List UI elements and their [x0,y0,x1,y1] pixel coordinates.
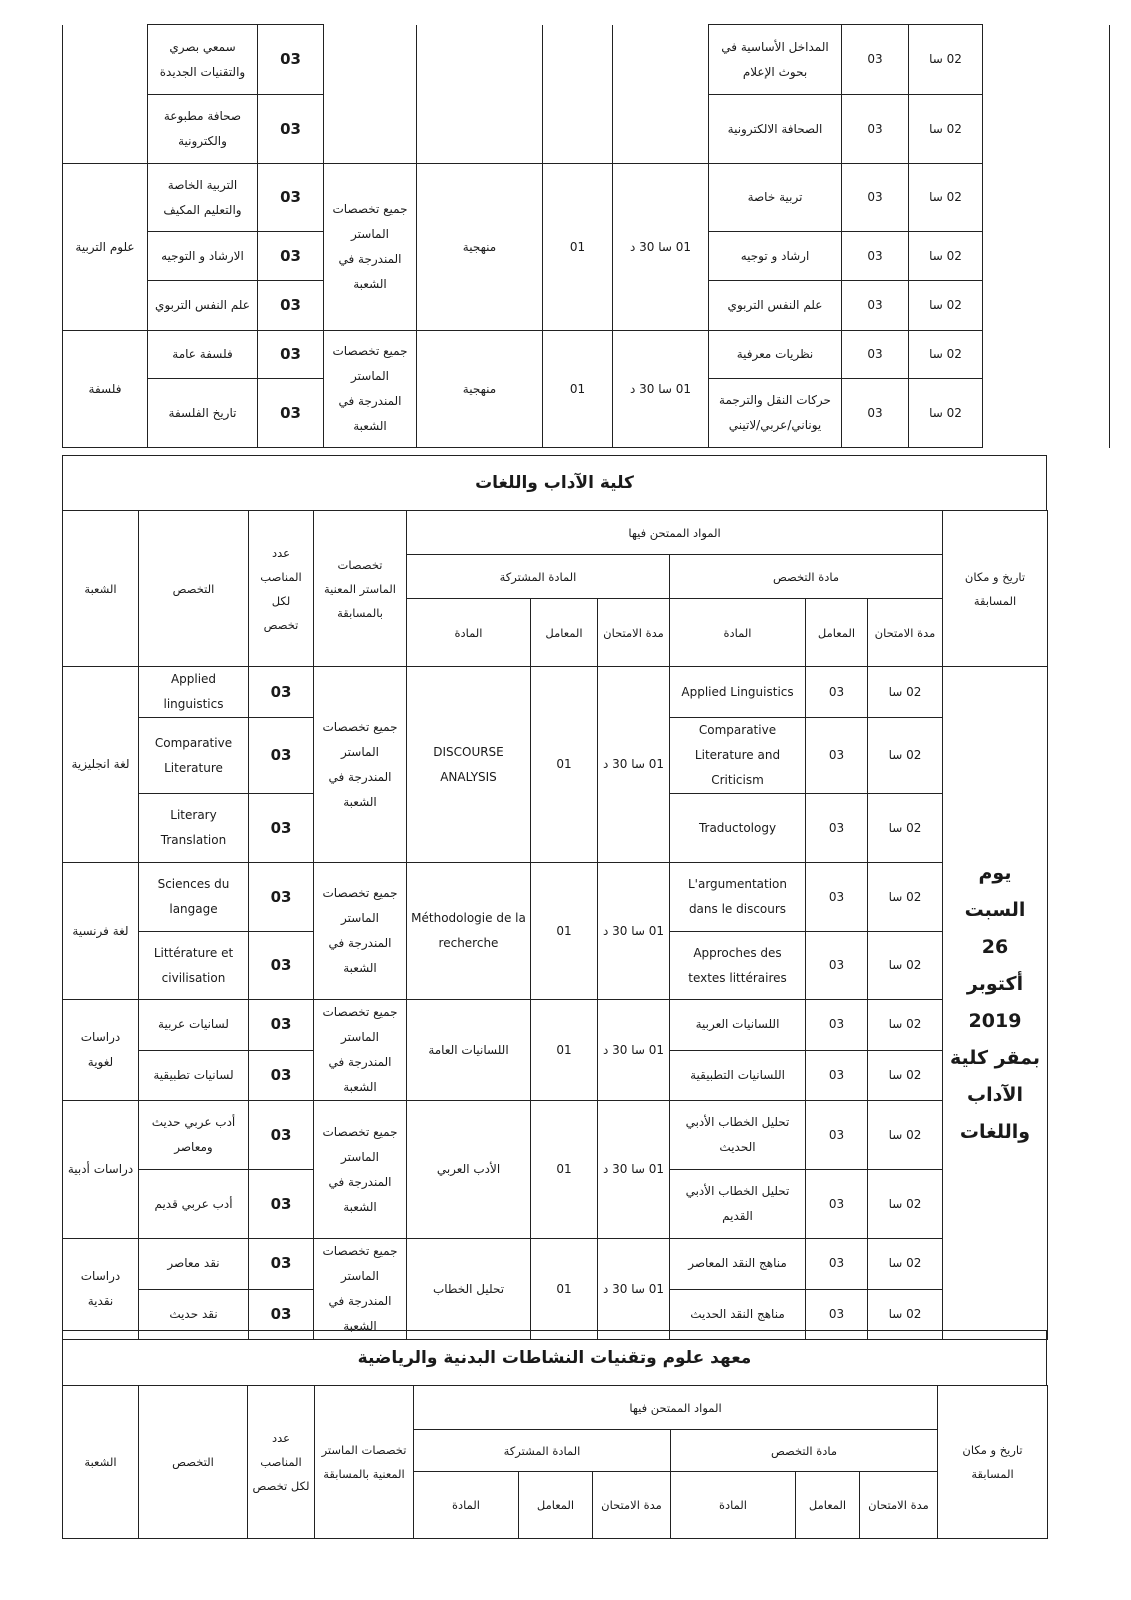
common-subject: الأدب العربي [407,1101,531,1239]
common-duration: 01 سا 30 د [598,667,670,863]
specialty: لسانيات تطبيقية [139,1050,249,1101]
posts-count: 03 [249,1050,314,1101]
specialty: التربية الخاصة والتعليم المكيف [148,164,258,232]
common-coef: 01 [531,1101,598,1239]
spec-coef: 03 [842,25,909,95]
branch-empty [63,25,148,164]
posts-count: 03 [249,1101,314,1170]
branch: دراسات نقدية [63,1239,139,1340]
spec-coef: 03 [842,379,909,448]
branch: لغة فرنسية [63,863,139,1000]
spec-subject: Applied Linguistics [670,667,806,718]
common-duration: 01 سا 30 د [598,863,670,1000]
spec-coef: 03 [806,863,868,932]
spec-duration: 02 سا [868,1170,943,1239]
header-branch: الشعبة [63,511,139,667]
spec-duration: 02 سا [868,1239,943,1290]
header-duration: مدة الامتحان [860,1472,938,1539]
spec-subject: اللسانيات التطبيقية [670,1050,806,1101]
spec-coef: 03 [806,932,868,1000]
posts-count: 03 [249,1000,314,1051]
specialty: أدب عربي قديم [139,1170,249,1239]
header-duration: مدة الامتحان [868,599,943,667]
specialty: Literary Translation [139,794,249,863]
header-masters: تخصصات الماستر المعنية بالمسابقة [314,511,407,667]
spec-subject: L'argumentation dans le discours [670,863,806,932]
header-subjects: المواد الممتحن فيها [414,1386,938,1430]
common-duration: 01 سا 30 د [613,331,709,448]
common-subject: منهجية [417,331,543,448]
spec-duration: 02 سا [909,25,983,95]
common-subject: تحليل الخطاب [407,1239,531,1340]
specialty: الارشاد و التوجيه [148,232,258,281]
masters-specialties: جميع تخصصات الماستر المندرجة في الشعبة [314,1239,407,1340]
common-coef: 01 [543,331,613,448]
date-line: يوم [978,862,1012,884]
common-coef: 01 [531,863,598,1000]
posts-count: 03 [249,1289,314,1340]
specialty: Sciences du langage [139,863,249,932]
spec-coef: 03 [806,1170,868,1239]
posts-count: 03 [258,232,324,281]
posts-count: 03 [258,164,324,232]
header-posts: عدد المناصب لكل تخصص [248,1386,315,1539]
posts-count: 03 [258,331,324,379]
specialty: تاريخ الفلسفة [148,379,258,448]
common-subject-empty [417,25,543,164]
date-line: 2019 [968,1010,1022,1032]
spec-duration: 02 سا [909,164,983,232]
date-line: 26 [981,936,1009,958]
header-date-place: تاريخ و مكان المسابقة [938,1386,1048,1539]
header-subject: المادة [671,1472,796,1539]
date-line: الآداب [966,1084,1024,1106]
header-coef: المعامل [519,1472,593,1539]
spec-coef: 03 [842,95,909,164]
spec-duration: 02 سا [868,932,943,1000]
header-subject: المادة [670,599,806,667]
top-continuation-table [62,24,1110,448]
spec-subject: مناهج النقد الحديث [670,1289,806,1340]
header-common-subject: المادة المشتركة [414,1430,671,1472]
branch: دراسات أدبية [63,1101,139,1239]
spec-coef: 03 [806,667,868,718]
common-subject: منهجية [417,164,543,331]
posts-count: 03 [258,25,324,95]
date-line: واللغات [959,1121,1031,1143]
sports-institute-header-table [62,1385,1048,1539]
spec-subject: Traductology [670,794,806,863]
spec-duration: 02 سا [868,794,943,863]
header-specialty: التخصص [139,1386,248,1539]
masters-specialties: جميع تخصصات الماستر المندرجة في الشعبة [314,863,407,1000]
specialty: نقد معاصر [139,1239,249,1290]
letters-faculty-table [62,510,1048,1340]
spec-duration: 02 سا [868,1101,943,1170]
header-masters: تخصصات الماستر المعنية بالمسابقة [315,1386,414,1539]
common-subject: اللسانيات العامة [407,1000,531,1101]
specialty: Littérature et civilisation [139,932,249,1000]
spec-subject: تحليل الخطاب الأدبي القديم [670,1170,806,1239]
specialty: سمعي بصري والتقنيات الجديدة [148,25,258,95]
masters-specialties: جميع تخصصات الماستر المندرجة في الشعبة [314,1000,407,1101]
header-coef: المعامل [806,599,868,667]
specialty: فلسفة عامة [148,331,258,379]
common-duration: 01 سا 30 د [598,1239,670,1340]
specialty: نقد حديث [139,1289,249,1340]
institute-title: معهد علوم وتقنيات النشاطات البدنية والرياضية [62,1330,1047,1386]
spec-subject: Approches des textes littéraires [670,932,806,1000]
spec-duration: 02 سا [868,863,943,932]
masters-empty [324,25,417,164]
spec-subject: Comparative Literature and Criticism [670,718,806,794]
spec-duration: 02 سا [909,379,983,448]
posts-count: 03 [249,1239,314,1290]
header-duration: مدة الامتحان [598,599,670,667]
header-coef: المعامل [531,599,598,667]
spec-coef: 03 [806,794,868,863]
spec-subject: المداخل الأساسية في بحوث الإعلام [709,25,842,95]
spec-subject: اللسانيات العربية [670,1000,806,1051]
date-line: أكتوبر [966,973,1024,995]
date-place-cell-top [983,25,1110,448]
common-duration: 01 سا 30 د [598,1101,670,1239]
posts-count: 03 [249,667,314,718]
spec-duration: 02 سا [868,1000,943,1051]
header-branch: الشعبة [63,1386,139,1539]
common-coef: 01 [531,1000,598,1101]
posts-count: 03 [258,95,324,164]
common-duration: 01 سا 30 د [613,164,709,331]
spec-duration: 02 سا [868,667,943,718]
common-subject: Méthodologie de la recherche [407,863,531,1000]
specialty: Applied linguistics [139,667,249,718]
spec-duration: 02 سا [868,1050,943,1101]
spec-coef: 03 [842,164,909,232]
posts-count: 03 [249,932,314,1000]
specialty: Comparative Literature [139,718,249,794]
header-subjects: المواد الممتحن فيها [407,511,943,555]
posts-count: 03 [258,281,324,331]
header-posts: عدد المناصب لكل تخصص [249,511,314,667]
specialty: علم النفس التربوي [148,281,258,331]
date-line: السبت [964,899,1026,921]
spec-coef: 03 [806,1000,868,1051]
specialty: صحافة مطبوعة والكترونية [148,95,258,164]
spec-subject: تربية خاصة [709,164,842,232]
header-subject: المادة [414,1472,519,1539]
spec-duration: 02 سا [868,1289,943,1340]
posts-count: 03 [249,863,314,932]
spec-subject: تحليل الخطاب الأدبي الحديث [670,1101,806,1170]
branch: علوم التربية [63,164,148,331]
header-subject: المادة [407,599,531,667]
posts-count: 03 [249,794,314,863]
spec-subject: مناهج النقد المعاصر [670,1239,806,1290]
spec-coef: 03 [842,232,909,281]
spec-subject: ارشاد و توجيه [709,232,842,281]
spec-coef: 03 [806,1101,868,1170]
header-specialty: التخصص [139,511,249,667]
spec-coef: 03 [806,1050,868,1101]
common-duration: 01 سا 30 د [598,1000,670,1101]
spec-subject: علم النفس التربوي [709,281,842,331]
common-coef: 01 [543,164,613,331]
date-place-cell [943,667,1048,1340]
spec-duration: 02 سا [909,281,983,331]
date-line: بمقر كلية [949,1047,1041,1069]
spec-subject: حركات النقل والترجمة يوناني/عربي/لاتيني [709,379,842,448]
common-coef: 01 [531,667,598,863]
specialty: لسانيات عربية [139,1000,249,1051]
spec-coef: 03 [806,718,868,794]
spec-subject: نظريات معرفية [709,331,842,379]
common-coef-empty [543,25,613,164]
masters-specialties: جميع تخصصات الماستر المندرجة في الشعبة [324,164,417,331]
spec-coef: 03 [842,281,909,331]
spec-duration: 02 سا [909,232,983,281]
branch: فلسفة [63,331,148,448]
header-specialty-subject: مادة التخصص [670,555,943,599]
spec-subject: الصحافة الالكترونية [709,95,842,164]
spec-duration: 02 سا [868,718,943,794]
header-common-subject: المادة المشتركة [407,555,670,599]
header-date-place: تاريخ و مكان المسابقة [943,511,1048,667]
masters-specialties: جميع تخصصات الماستر المندرجة في الشعبة [314,1101,407,1239]
spec-duration: 02 سا [909,331,983,379]
branch: دراسات لغوية [63,1000,139,1101]
spec-duration: 02 سا [909,95,983,164]
spec-coef: 03 [842,331,909,379]
posts-count: 03 [249,718,314,794]
spec-coef: 03 [806,1239,868,1290]
posts-count: 03 [249,1170,314,1239]
branch: لغة انجليزية [63,667,139,863]
header-specialty-subject: مادة التخصص [671,1430,938,1472]
masters-specialties: جميع تخصصات الماستر المندرجة في الشعبة [314,667,407,863]
header-coef: المعامل [796,1472,860,1539]
posts-count: 03 [258,379,324,448]
faculty-title: كلية الآداب واللغات [62,455,1047,511]
spec-coef: 03 [806,1289,868,1340]
header-duration: مدة الامتحان [593,1472,671,1539]
masters-specialties: جميع تخصصات الماستر المندرجة في الشعبة [324,331,417,448]
common-duration-empty [613,25,709,164]
common-subject: DISCOURSE ANALYSIS [407,667,531,863]
common-coef: 01 [531,1239,598,1340]
specialty: أدب عربي حديث ومعاصر [139,1101,249,1170]
